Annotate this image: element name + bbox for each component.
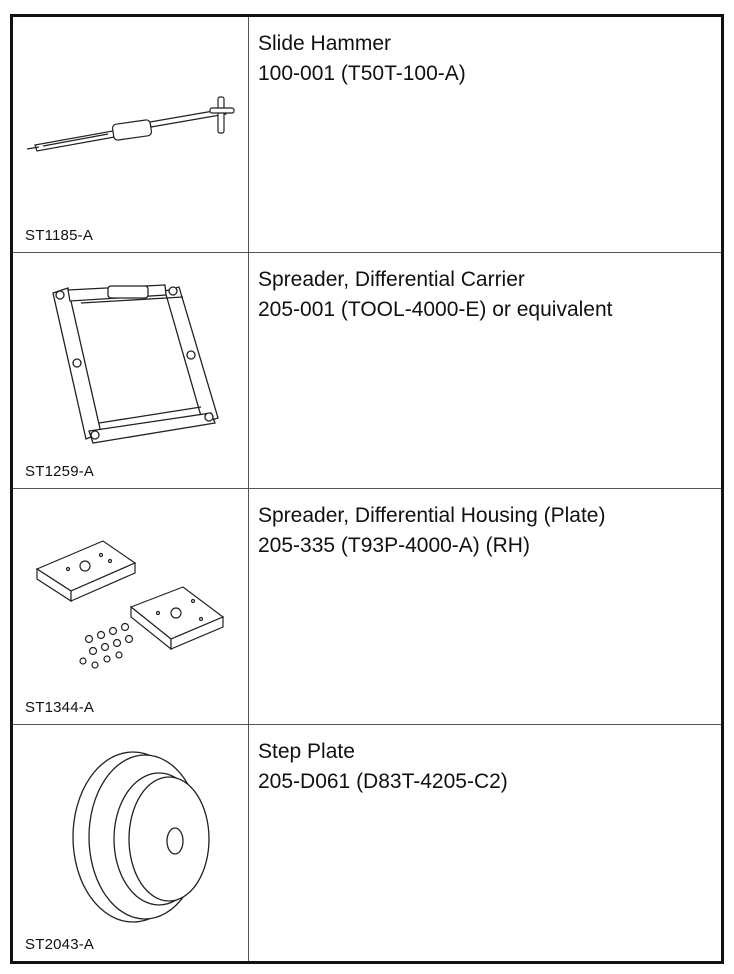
illustration-code: ST1185-A <box>25 227 94 244</box>
tool-illustration-cell <box>13 17 249 252</box>
tool-name: Spreader, Differential Carrier <box>258 268 525 291</box>
tool-number: 100-001 (T50T-100-A) <box>258 62 466 85</box>
spreader-frame-icon <box>13 253 249 489</box>
tool-row-step-plate <box>13 725 721 961</box>
tool-row-spreader-carrier <box>13 253 721 489</box>
tool-row-slide-hammer <box>13 17 721 253</box>
tool-description <box>258 501 713 561</box>
tool-illustration-cell <box>13 725 249 961</box>
illustration-code: ST1259-A <box>25 463 95 480</box>
special-tools-table <box>10 14 724 964</box>
tool-name: Slide Hammer <box>258 32 392 55</box>
tool-description <box>258 29 713 89</box>
illustration-code: ST2043-A <box>25 936 95 953</box>
tool-row-spreader-plates <box>13 489 721 725</box>
illustration-code: ST1344-A <box>25 699 95 716</box>
tool-name: Spreader, Differential Housing (Plate) <box>258 504 606 527</box>
tool-number: 205-001 (TOOL-4000-E) or equivalent <box>258 298 613 321</box>
step-plate-icon <box>13 725 249 961</box>
tool-name: Step Plate <box>258 740 355 763</box>
slide-hammer-icon <box>13 17 249 253</box>
tool-illustration-cell <box>13 489 249 724</box>
tool-illustration-cell <box>13 253 249 488</box>
spreader-plates-icon <box>13 489 249 725</box>
tool-number: 205-335 (T93P-4000-A) (RH) <box>258 534 530 557</box>
tool-number: 205-D061 (D83T-4205-C2) <box>258 770 508 793</box>
tool-description <box>258 265 713 325</box>
tool-description <box>258 737 713 797</box>
